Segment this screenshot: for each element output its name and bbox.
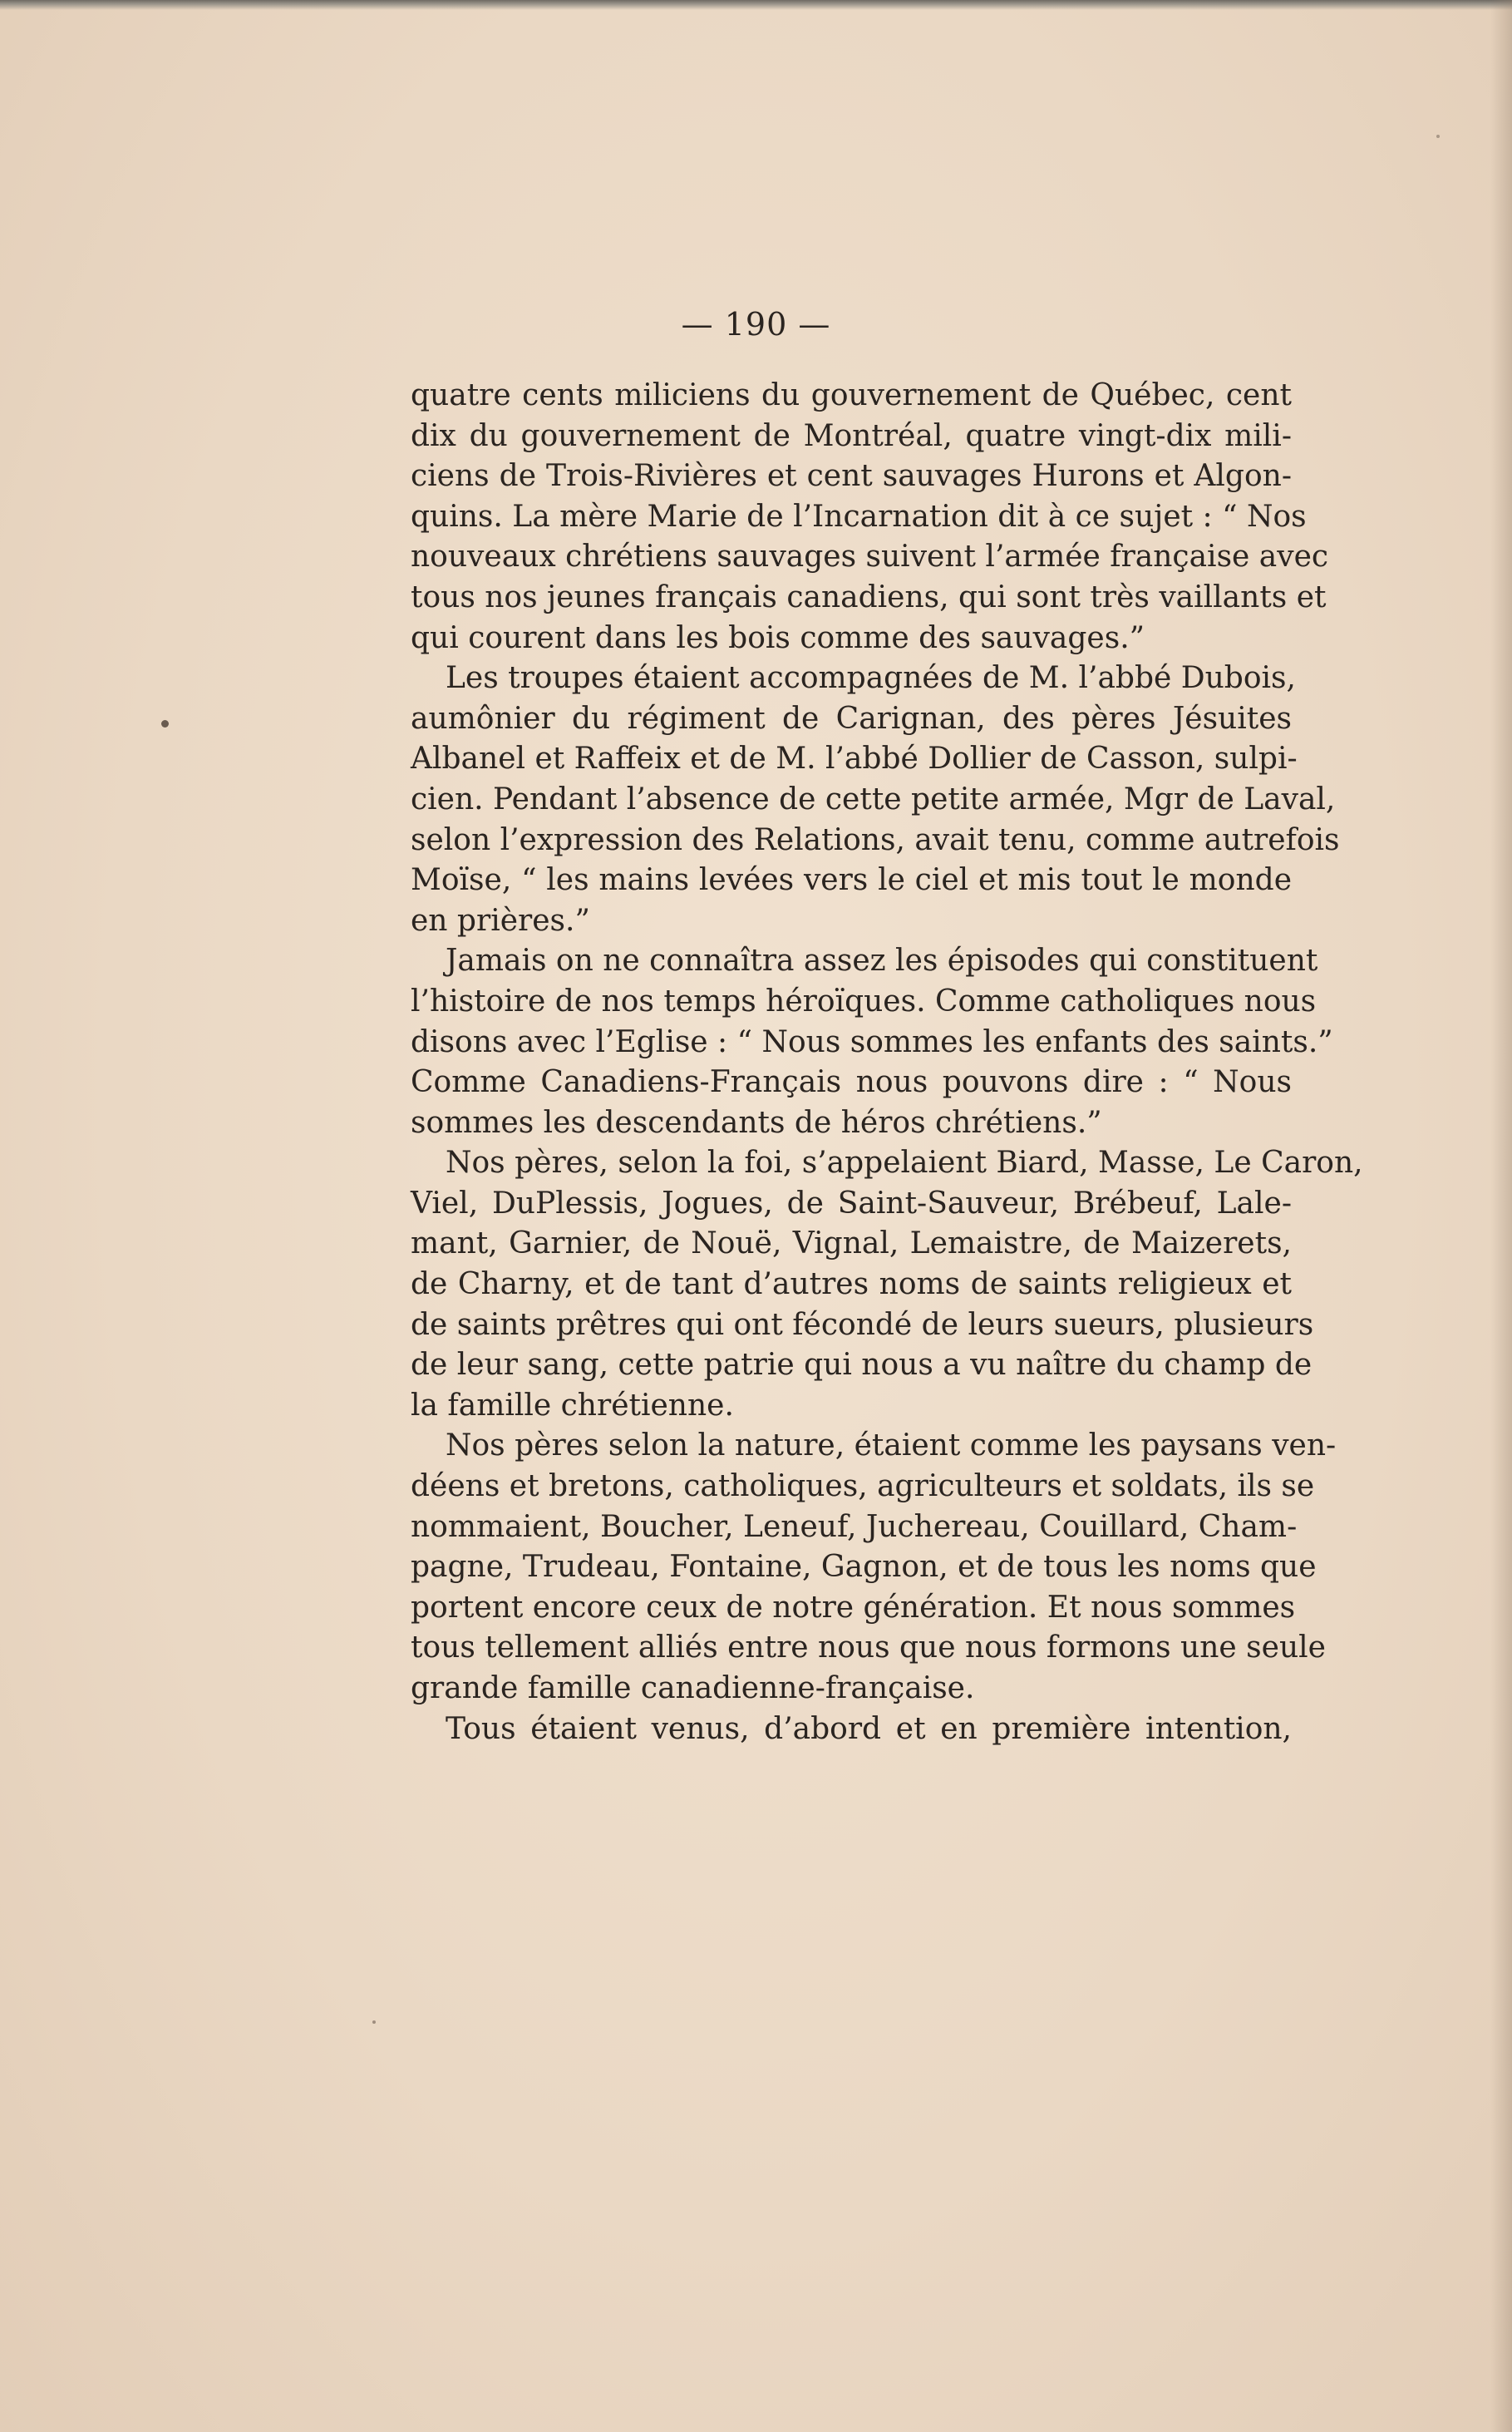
page-right-edge-shadow — [1490, 0, 1512, 2432]
text-line: en prières.” — [411, 903, 590, 938]
text-line: Tous étaient venus, d’abord et en première intention, — [446, 1711, 1292, 1746]
text-line: déens et bretons, catholiques, agriculteurs et soldats, ils se — [411, 1469, 1315, 1504]
text-line: quatre cents miliciens du gouvernement de Québec, cent — [411, 378, 1292, 412]
text-line: sommes les descendants de héros chrétiens.” — [411, 1105, 1102, 1140]
text-line: Jamais on ne connaîtra assez les épisodes qui constituent — [446, 944, 1318, 979]
text-line: Moïse, “ les mains levées vers le ciel et mis tout le monde — [411, 863, 1292, 898]
text-line: portent encore ceux de notre génération. Et nous sommes — [411, 1590, 1296, 1625]
text-line: cien. Pendant l’absence de cette petite armée, Mgr de Laval, — [411, 782, 1336, 816]
text-line: Nos pères selon la nature, étaient comme les paysans ven- — [446, 1428, 1337, 1463]
text-line: Les troupes étaient accompagnées de M. l’abbé Dubois, — [446, 661, 1296, 696]
text-line: pagne, Trudeau, Fontaine, Gagnon, et de tous les noms que — [411, 1550, 1317, 1585]
text-line: de Charny, et de tant d’autres noms de saints religieux et — [411, 1267, 1292, 1302]
text-line: tous tellement alliés entre nous que nous formons une seule — [411, 1630, 1326, 1665]
text-line: mant, Garnier, de Nouë, Vignal, Lemaistre, de Maizerets, — [411, 1226, 1292, 1261]
text-line: quins. La mère Marie de l’Incarnation dit à ce sujet : “ Nos — [411, 499, 1307, 534]
text-line: Nos pères, selon la foi, s’appelaient Biard, Masse, Le Caron, — [446, 1146, 1363, 1181]
text-line: dix du gouvernement de Montréal, quatre vingt-dix mili- — [411, 418, 1292, 453]
body-text — [411, 376, 1363, 1749]
text-line: ciens de Trois-Rivières et cent sauvages Hurons et Algon- — [411, 459, 1292, 494]
text-line: nouveaux chrétiens sauvages suivent l’armée française avec — [411, 540, 1329, 575]
text-line: Comme Canadiens-Français nous pouvons dire : “ Nous — [411, 1065, 1292, 1100]
text-line: Albanel et Raffeix et de M. l’abbé Dollier de Casson, sulpi- — [411, 742, 1298, 777]
text-line: qui courent dans les bois comme des sauvages.” — [411, 620, 1145, 655]
text-line: aumônier du régiment de Carignan, des pères Jésuites — [411, 701, 1292, 736]
text-line: de saints prêtres qui ont fécondé de leurs sueurs, plusieurs — [411, 1307, 1314, 1342]
text-line: selon l’expression des Relations, avait tenu, comme autrefois — [411, 822, 1340, 857]
text-line: grande famille canadienne-française. — [411, 1671, 975, 1705]
text-line: Viel, DuPlessis, Jogues, de Saint-Sauveur, Brébeuf, Lale- — [411, 1186, 1292, 1221]
paper-speck — [372, 2020, 376, 2024]
text-line: la famille chrétienne. — [411, 1388, 734, 1423]
text-line: l’histoire de nos temps héroïques. Comme catholiques nous — [411, 984, 1317, 1019]
text-line: nommaient, Boucher, Leneuf, Juchereau, Couillard, Cham- — [411, 1509, 1298, 1544]
text-line: disons avec l’Eglise : “ Nous sommes les enfants des saints.” — [411, 1024, 1333, 1059]
paper-speck — [1436, 135, 1440, 138]
text-line: tous nos jeunes français canadiens, qui sont très vaillants et — [411, 580, 1327, 614]
text-line: de leur sang, cette patrie qui nous a vu naître du champ de — [411, 1348, 1313, 1383]
page-top-edge — [0, 0, 1512, 10]
page-number: — 190 — — [681, 306, 831, 343]
paper-speck — [161, 720, 169, 728]
